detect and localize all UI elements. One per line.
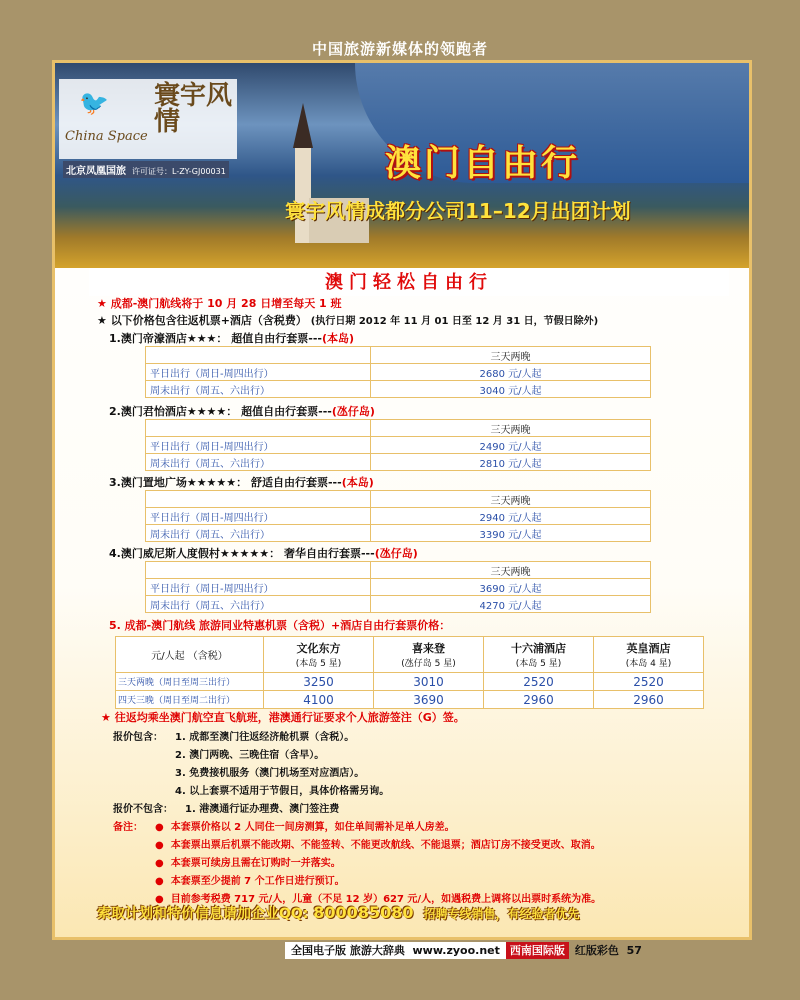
- remark-item: ● 本套票价格以 2 人同住一间房测算，如住单间需补足单人房差。: [155, 822, 455, 833]
- logo-en: China Space: [65, 129, 148, 144]
- includes-label: 报价包含：: [113, 732, 163, 743]
- includes-item: 2. 澳门两晚、三晚住宿（含早）。: [175, 750, 325, 761]
- hotel-4-table: 三天两晚 平日出行（周日-周四出行） 3690 元/人起 周末出行（周五、六出行） 4270 元/人起: [145, 561, 651, 613]
- hero-subtitle: 寰宇风情成都分公司11–12月出团计划: [285, 199, 631, 223]
- visa-note: ★ 往返均乘坐澳门航空直飞航班，港澳通行证要求个人旅游签注（G）签。: [101, 711, 465, 724]
- table-row: 平日出行（周日-周四出行） 2490 元/人起: [146, 437, 651, 454]
- table-row: 三天两晚（周日至周三出行） 3250 3010 2520 2520: [116, 673, 704, 691]
- hotel-2-table: 三天两晚 平日出行（周日-周四出行） 2490 元/人起 周末出行（周五、六出行） 2810 元/人起: [145, 419, 651, 471]
- hotel-3-table: 三天两晚 平日出行（周日-周四出行） 2940 元/人起 周末出行（周五、六出行） 3390 元/人起: [145, 490, 651, 542]
- agency-name: 北京凤凰国旅 许可证号：L-ZY-GJ00031: [63, 161, 229, 178]
- hotel-1-table: 三天两晚 平日出行（周日-周四出行） 2680 元/人起 周末出行（周五、六出行） 3040 元/人起: [145, 346, 651, 398]
- top-slogan: 中国旅游新媒体的领跑者: [311, 40, 488, 58]
- table-row: 周末出行（周五、六出行） 3040 元/人起: [146, 381, 651, 398]
- contact-line: 索取计划和特价信息请加企业QQ: 800085080 招聘专线销售，有经验者优先: [97, 903, 580, 922]
- table-row: 四天三晚（周日至周二出行） 4100 3690 2960 2960: [116, 691, 704, 709]
- includes-item: 1. 成都至澳门往返经济舱机票（含税）。: [175, 732, 355, 743]
- table-row: 周末出行（周五、六出行） 3390 元/人起: [146, 525, 651, 542]
- table-row: 周末出行（周五、六出行） 2810 元/人起: [146, 454, 651, 471]
- hotel-2-title: 2.澳门君怡酒店★★★★： 超值自由行套票---(氹仔岛): [109, 405, 375, 418]
- remark-item: ● 目前参考税费 717 元/人，儿童（不足 12 岁）627 元/人，如遇税费上调将以出票时系统为准。: [155, 894, 602, 905]
- license: 许可证号：L-ZY-GJ00031: [132, 167, 226, 176]
- notice-flight: ★ 成都-澳门航线将于 10 月 28 日增至每天 1 班: [97, 297, 342, 310]
- logo: [59, 79, 237, 177]
- hero-title: 澳门自由行: [385, 143, 581, 184]
- section-title: 澳门轻松自由行: [89, 268, 729, 296]
- excludes-label: 报价不包含：: [113, 804, 173, 815]
- table-row: 周末出行（周五、六出行） 4270 元/人起: [146, 596, 651, 613]
- notice-includes: ★ 以下价格包含往返机票+酒店（含税费） (执行日期 2012 年 11 月 01 日至 12 月 31 日，节假日除外): [97, 314, 599, 327]
- logo-cn: 寰宇风情: [154, 81, 233, 137]
- remark-item: ● 本套票可续房且需在订购时一并落实。: [155, 858, 341, 869]
- edition-tag: 西南国际版: [506, 942, 569, 959]
- includes-item: 3. 免费接机服务（澳门机场至对应酒店）。: [175, 768, 365, 779]
- table-row: 平日出行（周日-周四出行） 2680 元/人起: [146, 364, 651, 381]
- table-row: 平日出行（周日-周四出行） 2940 元/人起: [146, 508, 651, 525]
- remark-item: ● 本套票出票后机票不能改期、不能签转、不能更改航线、不能退票；酒店订房不接受更改、取消。: [155, 840, 601, 851]
- remark-item: ● 本套票至少提前 7 个工作日进行预订。: [155, 876, 345, 887]
- table-row: 平日出行（周日-周四出行） 3690 元/人起: [146, 579, 651, 596]
- hotel-3-title: 3.澳门置地广场★★★★★： 舒适自由行套票---(本岛): [109, 476, 374, 489]
- page-frame: [52, 60, 752, 940]
- includes-item: 4. 以上套票不适用于节假日，具体价格需另询。: [175, 786, 390, 797]
- section5-title: 5. 成都-澳门航线 旅游同业特惠机票（含税）+酒店自由行套票价格：: [109, 619, 451, 632]
- hotel-1-title: 1.澳门帝濠酒店★★★： 超值自由行套票---(本岛): [109, 332, 355, 345]
- hotel-4-title: 4.澳门威尼斯人度假村★★★★★： 奢华自由行套票---(氹仔岛): [109, 547, 418, 560]
- hero-banner: [55, 63, 749, 268]
- bird-logo-icon: 🐦: [79, 89, 109, 117]
- remarks-label: 备注：: [113, 822, 143, 833]
- excludes-item: 1. 港澳通行证办理费、澳门签注费: [185, 804, 340, 815]
- footer: 全国电子版 旅游大辞典 www.zyoo.net 西南国际版 红版彩色 57: [285, 942, 642, 962]
- top-banner: [0, 0, 800, 60]
- section5-table: 元/人起 （含税） 文化东方 (本岛 5 星) 喜来登 (氹仔岛 5 星) 十六浦酒店 (本岛 5 星) 英皇酒店 (本岛 4 星) 三天两晚（周日至周三出行） 3250 3010 2520 2520 四天三晚（周日至周二出行） 4100 3690 2960 2960: [115, 636, 704, 709]
